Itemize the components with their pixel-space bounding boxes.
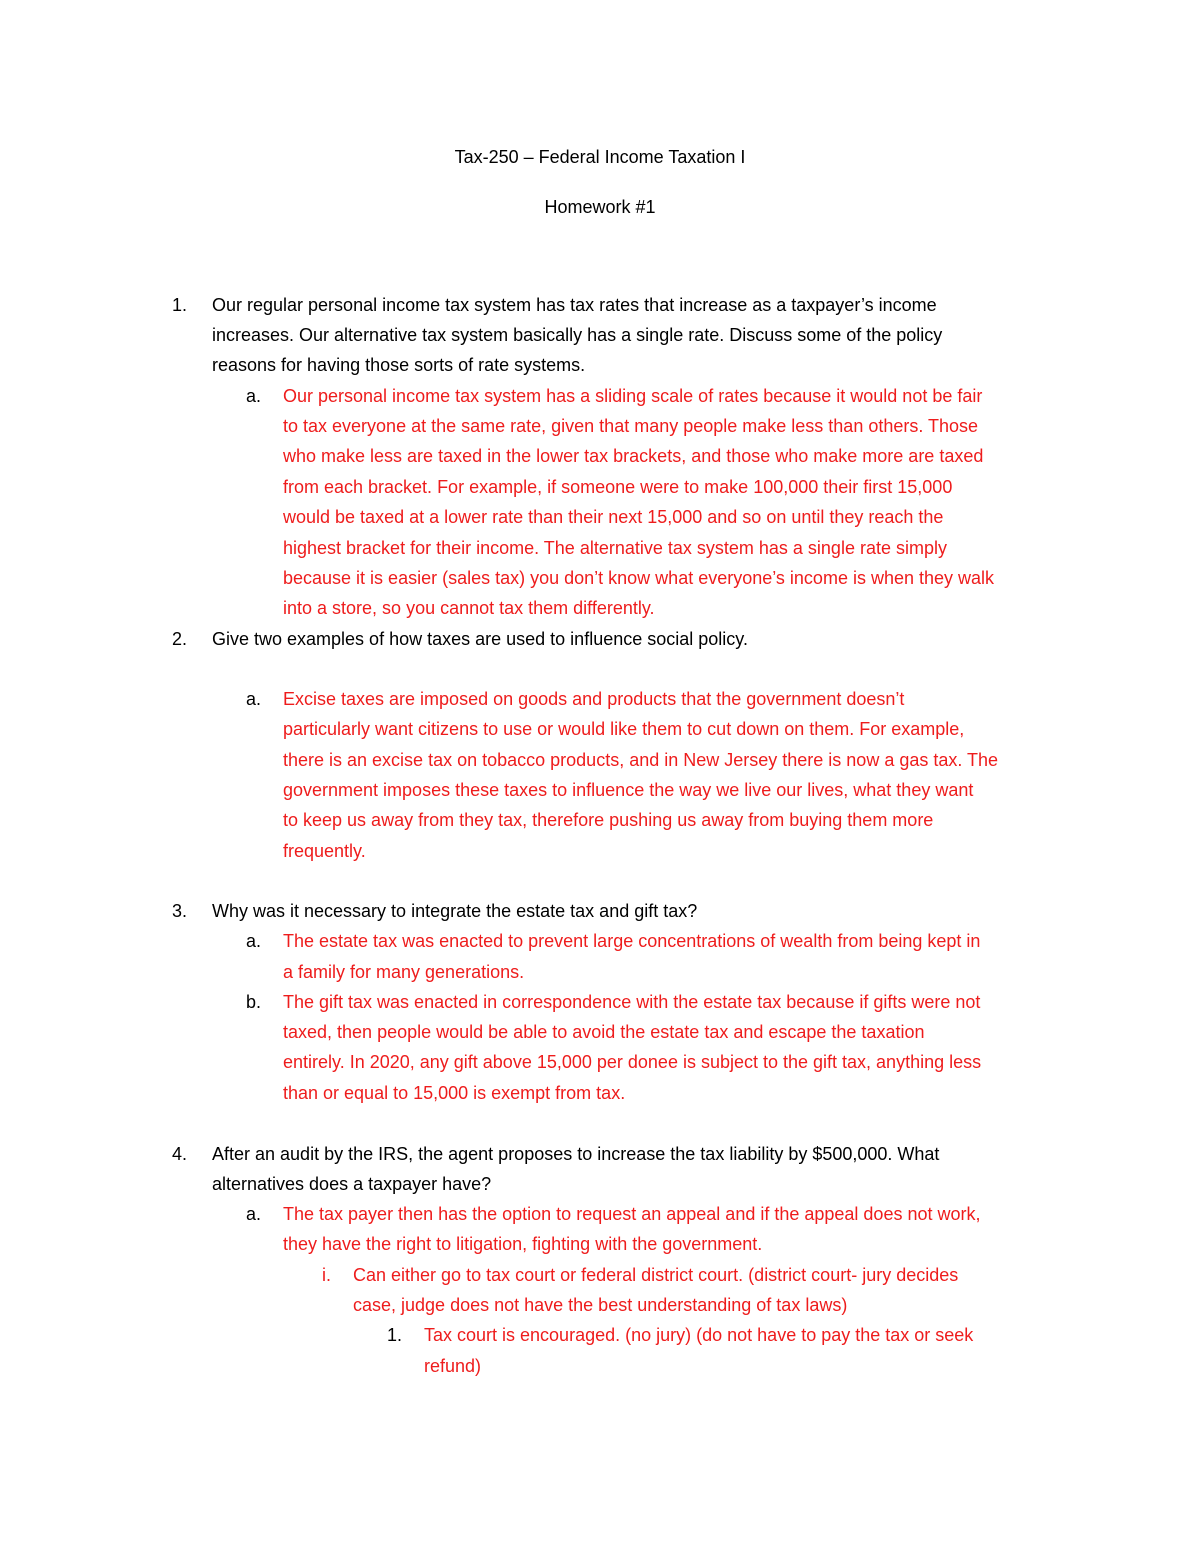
answer-text-line: The estate tax was enacted to prevent large concentrations of wealth from being kept in [283,931,981,951]
answer-text-line: because it is easier (sales tax) you don’t know what everyone’s income is when they walk [283,568,995,588]
answer-marker: a. [246,1204,262,1224]
answer-text-line: The gift tax was enacted in correspondence with the estate tax because if gifts were not [283,992,981,1012]
answer-text-line: from each bracket. For example, if someone were to make 100,000 their first 15,000 [283,477,953,497]
answer-text-line: The tax payer then has the option to request an appeal and if the appeal does not work, [283,1204,981,1224]
answer-text-line: than or equal to 15,000 is exempt from tax. [283,1083,626,1103]
answer-marker: b. [246,992,262,1012]
question-number: 4. [172,1144,188,1164]
answer-text-line: Can either go to tax court or federal district court. (district court- jury decides [353,1265,959,1285]
answer-text-line: taxed, then people would be able to avoid the estate tax and escape the taxation [283,1022,925,1042]
question-number: 1. [172,295,188,315]
answer-marker: 1. [387,1325,403,1345]
answer-marker: a. [246,386,262,406]
answer-text-line: to tax everyone at the same rate, given that many people make less than others. Those [283,416,979,436]
question-number: 3. [172,901,188,921]
question-text-line: Give two examples of how taxes are used to influence social policy. [212,629,748,649]
answer-text-line: highest bracket for their income. The alternative tax system has a single rate simply [283,538,947,558]
question-text-line: alternatives does a taxpayer have? [212,1174,492,1194]
answer-text-line: a family for many generations. [283,962,525,982]
document-subtitle: Homework #1 [544,197,656,217]
question-text-line: After an audit by the IRS, the agent proposes to increase the tax liability by $500,000. What [212,1144,940,1164]
answer-text-line: who make less are taxed in the lower tax brackets, and those who make more are taxed [283,446,984,466]
question-text-line: reasons for having those sorts of rate systems. [212,355,586,375]
answer-text-line: frequently. [283,841,366,861]
answer-text-line: there is an excise tax on tobacco products, and in New Jersey there is now a gas tax. The [283,750,999,770]
question-text-line: Why was it necessary to integrate the estate tax and gift tax? [212,901,698,921]
answer-text-line: Tax court is encouraged. (no jury) (do not have to pay the tax or seek [424,1325,974,1345]
answer-text-line: to keep us away from they tax, therefore pushing us away from buying them more [283,810,934,830]
answer-text-line: entirely. In 2020, any gift above 15,000 per donee is subject to the gift tax, anything less [283,1052,982,1072]
answer-text-line: Excise taxes are imposed on goods and products that the government doesn’t [283,689,905,709]
answer-text-line: would be taxed at a lower rate than their next 15,000 and so on until they reach the [283,507,944,527]
question-text-line: Our regular personal income tax system has tax rates that increase as a taxpayer’s income [212,295,937,315]
answer-marker: i. [322,1265,331,1285]
answer-text-line: into a store, so you cannot tax them differently. [283,598,655,618]
question-text-line: increases. Our alternative tax system basically has a single rate. Discuss some of the policy [212,325,943,345]
answer-text-line: refund) [424,1356,482,1376]
answer-text-line: particularly want citizens to use or would like them to cut down on them. For example, [283,719,965,739]
answer-text-line: government imposes these taxes to influence the way we live our lives, what they want [283,780,974,800]
question-number: 2. [172,629,188,649]
answer-marker: a. [246,689,262,709]
answer-marker: a. [246,931,262,951]
document-title: Tax-250 – Federal Income Taxation I [454,147,746,167]
answer-text-line: case, judge does not have the best understanding of tax laws) [353,1295,848,1315]
answer-text-line: they have the right to litigation, fighting with the government. [283,1234,763,1254]
answer-text-line: Our personal income tax system has a sliding scale of rates because it would not be fair [283,386,983,406]
